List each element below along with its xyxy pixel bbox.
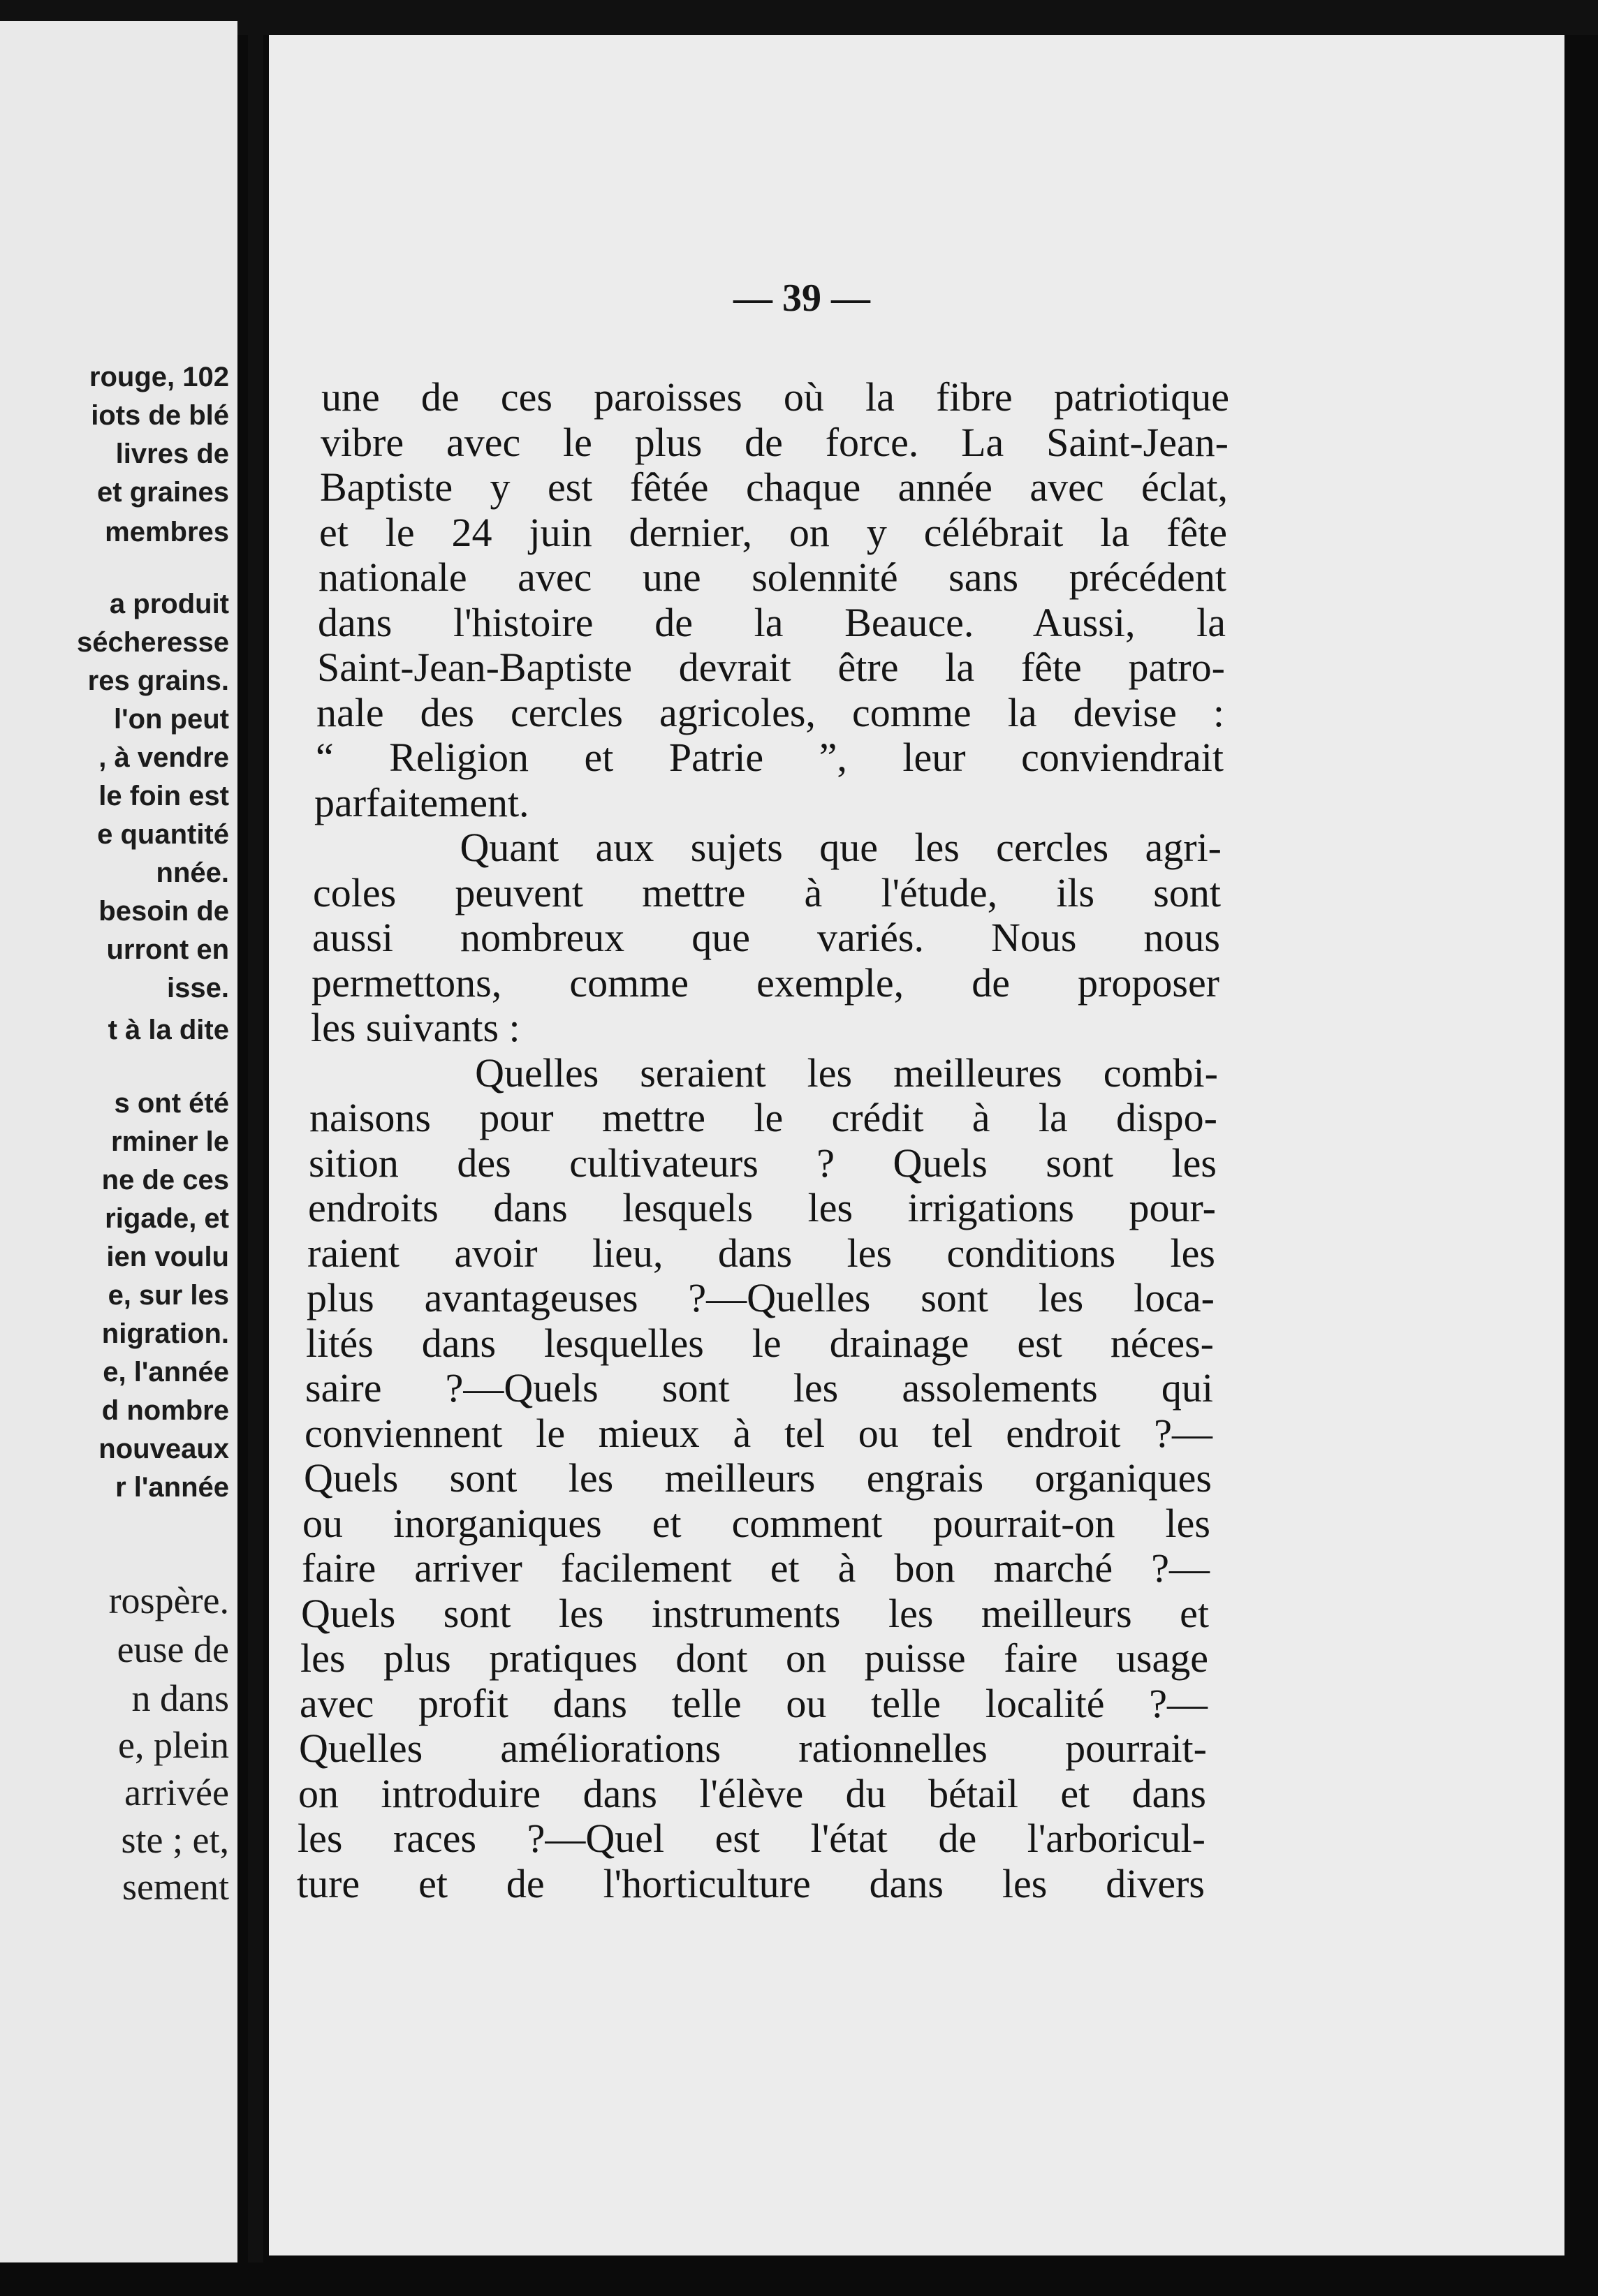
text-line: les races ?—Quel est l'état de l'arboricul-	[298, 1816, 1205, 1861]
text-line: Quels sont les meilleurs engrais organiques	[304, 1455, 1212, 1501]
text-line: avec profit dans telle ou telle localité ?—	[300, 1681, 1208, 1726]
previous-page-line: rminer le	[111, 1126, 229, 1157]
previous-page-line: e, l'année	[103, 1357, 229, 1388]
previous-page-line: euse de	[117, 1628, 229, 1670]
text-line: sition des cultivateurs ? Quels sont les	[309, 1140, 1217, 1186]
text-line: saire ?—Quels sont les assolements qui	[305, 1365, 1213, 1411]
previous-page-line: r l'année	[115, 1472, 229, 1503]
previous-page-line: ien voulu	[106, 1242, 229, 1272]
previous-page-line: nnée.	[156, 858, 229, 888]
previous-page-line: urront en	[106, 934, 229, 965]
text-line: raient avoir lieu, dans les conditions les	[307, 1230, 1215, 1276]
previous-page-line: rigade, et	[105, 1203, 229, 1234]
text-line: lités dans lesquelles le drainage est néces-	[306, 1320, 1214, 1366]
previous-page-line: t à la dite	[108, 1015, 229, 1045]
text-line: permettons, comme exemple, de proposer	[311, 960, 1219, 1006]
previous-page-fragment	[0, 21, 237, 2262]
text-line: parfaitement.	[314, 780, 529, 825]
binding-gutter	[248, 21, 263, 2262]
previous-page-line: e, plein	[118, 1724, 229, 1766]
previous-page-line: e quantité	[97, 819, 229, 850]
text-line: Quelles seraient les meilleures combi-	[310, 1050, 1218, 1096]
previous-page-line: d nombre	[101, 1395, 229, 1426]
text-line: coles peuvent mettre à l'étude, ils sont	[313, 870, 1221, 915]
previous-page-line: nigration.	[101, 1318, 229, 1349]
text-line: aussi nombreux que variés. Nous nous	[312, 915, 1220, 960]
text-line: ture et de l'horticulture dans les divers	[297, 1861, 1205, 1906]
previous-page-line: l'on peut	[113, 704, 229, 735]
previous-page-line: a produit	[109, 589, 229, 619]
text-line: nationale avec une solennité sans précédent	[318, 554, 1226, 600]
previous-page-line: besoin de	[98, 896, 229, 927]
text-line: faire arriver facilement et à bon marché ?—	[302, 1545, 1210, 1591]
right-scan-border	[1564, 35, 1598, 2269]
previous-page-line: s ont été	[114, 1088, 229, 1119]
previous-page-line: ste ; et,	[121, 1819, 229, 1861]
text-line: Baptiste y est fêtée chaque année avec éclat,	[320, 464, 1228, 510]
text-line: dans l'histoire de la Beauce. Aussi, la	[318, 600, 1226, 645]
previous-page-line: n dans	[131, 1677, 229, 1719]
previous-page-line: e, sur les	[108, 1280, 229, 1311]
previous-page-line: isse.	[167, 973, 229, 1003]
previous-page-line: le foin est	[98, 781, 229, 811]
text-line: Saint-Jean-Baptiste devrait être la fête patro-	[317, 645, 1225, 690]
text-line: les suivants :	[311, 1005, 520, 1050]
previous-page-line: membres	[105, 517, 229, 547]
text-line: plus avantageuses ?—Quelles sont les loca-	[307, 1275, 1215, 1320]
previous-page-line: et graines	[97, 477, 229, 508]
text-line: vibre avec le plus de force. La Saint-Jean-	[321, 420, 1229, 465]
previous-page-line: nouveaux	[98, 1434, 229, 1464]
text-line: une de ces paroisses où la fibre patriotique	[321, 374, 1229, 420]
previous-page-line: arrivée	[124, 1772, 229, 1813]
text-line: conviennent le mieux à tel ou tel endroit ?—	[305, 1411, 1212, 1456]
previous-page-line: sécheresse	[77, 627, 229, 658]
previous-page-line: ne de ces	[101, 1165, 229, 1195]
text-line: Quelles améliorations rationnelles pourrait-	[299, 1725, 1207, 1771]
text-line: Quels sont les instruments les meilleurs et	[301, 1591, 1209, 1636]
text-line: et le 24 juin dernier, on y célébrait la fête	[319, 510, 1227, 555]
previous-page-line: rouge, 102	[89, 362, 229, 392]
text-line: ou inorganiques et comment pourrait-on les	[302, 1501, 1210, 1546]
text-line: Quant aux sujets que les cercles agri-	[314, 825, 1222, 870]
page-number: — 39 —	[733, 277, 870, 320]
previous-page-line: res grains.	[87, 665, 229, 696]
text-line: naisons pour mettre le crédit à la dispo-	[309, 1095, 1217, 1140]
text-line: endroits dans lesquels les irrigations pour-	[308, 1185, 1216, 1230]
previous-page-line: livres de	[115, 439, 229, 469]
previous-page-line: rospère.	[108, 1580, 229, 1621]
previous-page-line: sement	[122, 1866, 229, 1908]
text-line: nale des cercles agricoles, comme la devise :	[316, 690, 1224, 735]
text-line: les plus pratiques dont on puisse faire usage	[300, 1635, 1208, 1681]
text-line: on introduire dans l'élève du bétail et dans	[298, 1771, 1206, 1816]
previous-page-line: , à vendre	[98, 742, 229, 773]
text-line: “ Religion et Patrie ”, leur conviendrait	[316, 735, 1224, 780]
top-scan-border	[0, 0, 1598, 35]
previous-page-line: iots de blé	[91, 400, 229, 431]
